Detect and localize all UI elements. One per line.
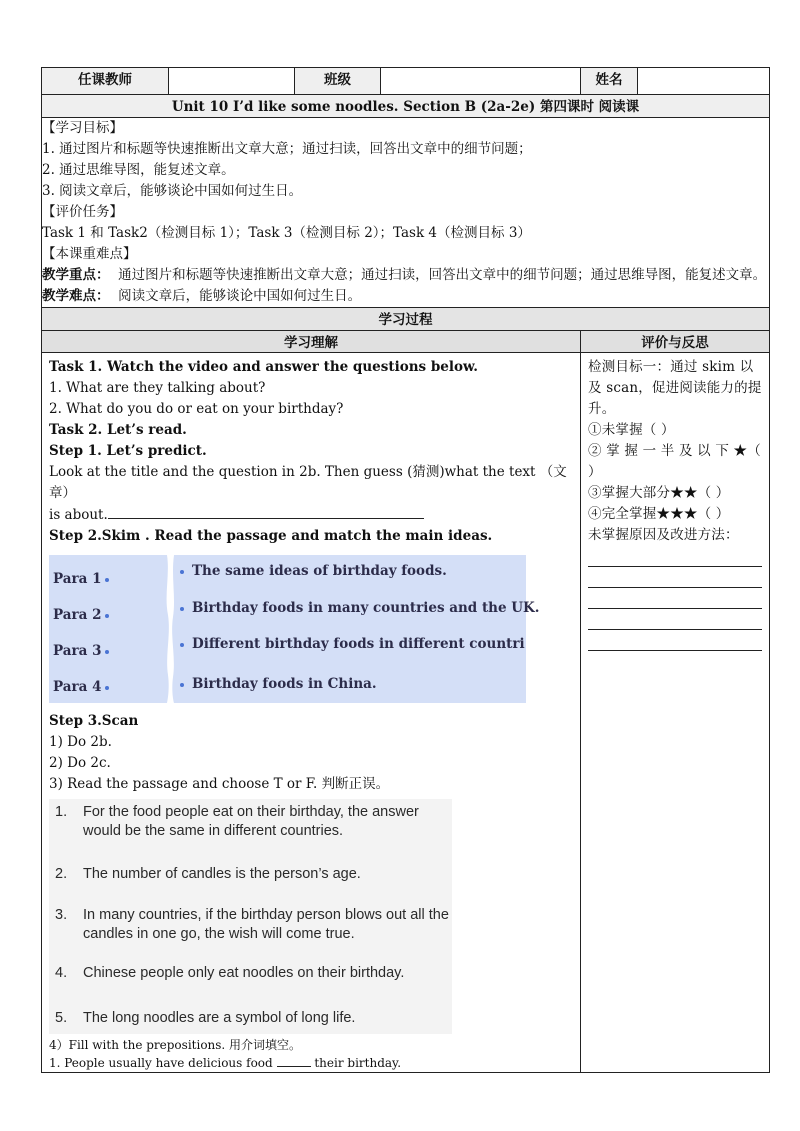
goal-item: 1. 通过图片和标题等快速推断出文章大意；通过扫读，回答出文章中的细节问题； [42,141,532,157]
diff-text: 阅读文章后，能够谈论中国如何过生日。 [118,288,362,304]
tf-text: The long noodles are a symbol of long life. [83,1010,356,1026]
true-false-figure [49,799,452,1034]
step1-text-b: is about. [49,507,108,523]
step3-item: 3) Read the passage and choose T or F. 判断正误。 [49,776,390,792]
para-label: Para 3 [53,641,109,662]
reflection-line[interactable] [588,588,762,609]
goals-row [42,118,770,308]
header-row [42,68,770,95]
col-learning: 学习理解 [42,331,581,353]
reflection-line[interactable] [588,630,762,651]
tf-text: Chinese people only eat noodles on their birthday. [83,965,405,981]
match-dot[interactable] [180,607,184,611]
fill-title: 4）Fill with the prepositions. 用介词填空。 [49,1038,302,1052]
tf-item [49,1009,452,1028]
class-label: 班级 [295,68,381,95]
task2-title: Task 2. Let’s read. [49,422,187,438]
match-dot[interactable] [180,683,184,687]
key-points [42,265,769,286]
col-reflection: 评价与反思 [581,331,770,353]
para-label: Para 1 [53,569,109,590]
idea-label: Birthday foods in many countries and the UK. [180,598,540,619]
tf-text: For the food people eat on their birthday, the answer would be the same in different countries. [83,804,419,839]
eval-heading: 【评价任务】 [42,204,123,220]
goal-item: 3. 阅读文章后，能够谈论中国如何过生日。 [42,183,303,199]
goals-cell [42,118,770,308]
tf-item [49,906,452,944]
answer-blank[interactable] [108,504,424,519]
reflection-line[interactable] [588,567,762,588]
step1-title: Step 1. Let’s predict. [49,443,207,459]
tf-num: 4. [55,965,68,981]
goal-item: 2. 通过思维导图，能复述文章。 [42,162,235,178]
lesson-title: Unit 10 I’d like some noodles. Section B (2a-2e) 第四课时 阅读课 [42,95,770,118]
level-item: ④完全掌握★★★（ ） [588,506,730,522]
step1-text-end [49,504,574,526]
tf-text: The number of candles is the person’s age. [83,866,361,882]
reflection-cell [581,353,770,1073]
match-dot[interactable] [180,643,184,647]
column-header-row [42,331,770,353]
step3-item: 1) Do 2b. [49,734,112,750]
match-dot[interactable] [180,570,184,574]
tf-num: 5. [55,1010,68,1026]
tf-item [49,803,452,841]
fill-text-b: their birthday. [314,1056,402,1070]
reflection-line[interactable] [588,609,762,630]
step1-text: Look at the title and the question in 2b. Then guess (猜测)what the text （文章） [49,464,567,501]
step3-title: Step 3.Scan [49,713,139,729]
difficult-points [42,286,769,307]
match-figure [49,555,540,703]
match-dot[interactable] [105,686,109,690]
name-field[interactable] [638,68,770,95]
level-item: ② 掌 握 一 半 及 以 下 ★（ ） [588,443,761,480]
tf-num: 2. [55,866,68,882]
worksheet-table [41,67,770,1073]
class-field[interactable] [381,68,581,95]
tf-text: In many countries, if the birthday person blows out all the candles in one go, the wish will come true. [83,907,449,942]
process-title: 学习过程 [42,308,770,331]
name-label: 姓名 [581,68,638,95]
key-heading: 【本课重难点】 [42,246,137,262]
fill-text-a: 1. People usually have delicious food [49,1056,273,1070]
idea-label: The same ideas of birthday foods. [180,561,447,582]
content-row [42,353,770,1073]
task1-title: Task 1. Watch the video and answer the questions below. [49,359,478,375]
level-item: ③掌握大部分★★（ ） [588,485,730,501]
tf-item [49,964,452,983]
reflection-line[interactable] [588,546,762,567]
task1-question: 1. What are they talking about? [49,380,266,396]
step3-item: 2) Do 2c. [49,755,111,771]
match-dot[interactable] [105,614,109,618]
idea-label: Birthday foods in China. [180,674,377,695]
teacher-label: 任课教师 [42,68,169,95]
match-dot[interactable] [105,650,109,654]
reason-label: 未掌握原因及改进方法： [588,527,739,543]
para-label: Para 4 [53,677,109,698]
worksheet [41,67,769,1073]
tf-item [49,865,452,884]
tf-num: 1. [55,804,68,820]
title-row [42,95,770,118]
match-dot[interactable] [105,578,109,582]
key-label: 教学重点： [42,267,110,283]
key-text: 通过图片和标题等快速推断出文章大意；通过扫读，回答出文章中的细节问题；通过思维导图，能复述文章。 [118,267,767,283]
teacher-field[interactable] [169,68,295,95]
fill-question [49,1054,574,1072]
level-item: ①未掌握（ ） [588,422,675,438]
para-label: Para 2 [53,605,109,626]
learning-cell [42,353,581,1073]
task1-question: 2. What do you do or eat on your birthday? [49,401,344,417]
torn-edge [161,555,178,703]
goals-heading: 【学习目标】 [42,120,123,136]
idea-label: Different birthday foods in different countri [180,634,525,655]
step2-title: Step 2.Skim . Read the passage and match the main ideas. [49,528,493,544]
target-text: 检测目标一：通过 skim 以及 scan，促进阅读能力的提升。 [588,359,762,417]
process-row [42,308,770,331]
diff-label: 教学难点： [42,288,110,304]
eval-text: Task 1 和 Task2（检测目标 1）；Task 3（检测目标 2）；Task 4（检测目标 3） [42,225,531,241]
tf-num: 3. [55,907,68,923]
fill-blank[interactable] [277,1056,311,1067]
